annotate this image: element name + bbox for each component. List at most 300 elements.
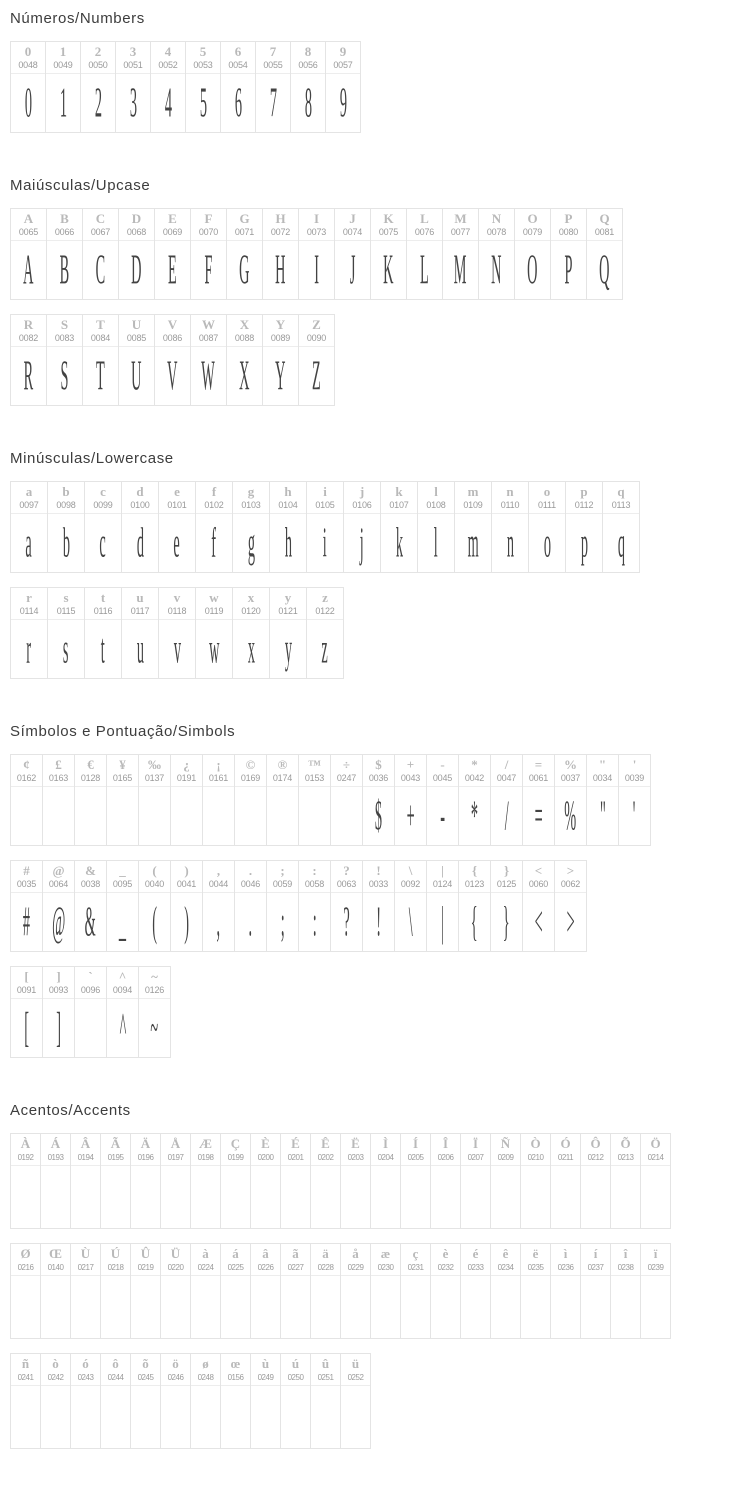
glyph-preview bbox=[641, 1168, 670, 1228]
glyph-char-label: % bbox=[564, 757, 577, 772]
glyph-preview-char: < bbox=[534, 899, 543, 946]
glyph-unicode-label: 0052 bbox=[151, 60, 185, 74]
glyph-cell[interactable] bbox=[427, 861, 459, 952]
glyph-preview-char: h bbox=[284, 520, 292, 567]
glyph-unicode-label: 0219 bbox=[131, 1262, 160, 1276]
glyph-unicode-label: 0238 bbox=[611, 1262, 640, 1276]
glyph-cell[interactable] bbox=[221, 1244, 251, 1339]
glyph-preview-char: F bbox=[204, 247, 213, 294]
glyph-cell[interactable] bbox=[11, 1354, 41, 1449]
glyph-preview-char: ~ bbox=[150, 1005, 159, 1052]
glyph-cell[interactable] bbox=[43, 755, 75, 846]
glyph-char-label: C bbox=[95, 211, 106, 226]
glyph-preview bbox=[107, 895, 138, 951]
glyph-char-label: d bbox=[136, 484, 144, 499]
glyph-cell-header bbox=[281, 1244, 310, 1278]
glyph-cell[interactable] bbox=[331, 755, 363, 846]
glyph-cell[interactable] bbox=[171, 861, 203, 952]
glyph-cell-header bbox=[11, 209, 46, 243]
glyph-cell[interactable] bbox=[227, 315, 263, 406]
glyph-char-label: ` bbox=[88, 969, 93, 984]
glyph-preview bbox=[326, 76, 360, 132]
glyph-char-label: ¥ bbox=[119, 757, 126, 772]
glyph-unicode-label: 0165 bbox=[107, 773, 138, 787]
glyph-cell[interactable] bbox=[344, 482, 381, 573]
glyph-char-label: | bbox=[441, 863, 444, 878]
glyph-cell[interactable] bbox=[299, 209, 335, 300]
glyph-char-label: f bbox=[211, 484, 217, 499]
glyph-char-label: Ú bbox=[110, 1246, 121, 1261]
glyph-cell[interactable] bbox=[515, 209, 551, 300]
glyph-preview bbox=[407, 243, 442, 299]
glyph-cell[interactable] bbox=[139, 967, 171, 1058]
glyph-cell[interactable] bbox=[11, 588, 48, 679]
glyph-cell[interactable] bbox=[395, 755, 427, 846]
glyph-cell[interactable] bbox=[47, 315, 83, 406]
glyph-preview bbox=[299, 895, 330, 951]
glyph-cell[interactable] bbox=[11, 755, 43, 846]
glyph-cell[interactable] bbox=[611, 1134, 641, 1229]
glyph-cell[interactable] bbox=[363, 861, 395, 952]
glyph-char-label: € bbox=[87, 757, 94, 772]
glyph-cell[interactable] bbox=[401, 1134, 431, 1229]
glyph-cell[interactable] bbox=[107, 861, 139, 952]
glyph-cell[interactable] bbox=[267, 755, 299, 846]
glyph-cell[interactable] bbox=[119, 209, 155, 300]
glyph-preview bbox=[227, 349, 262, 405]
glyph-char-label: ã bbox=[292, 1246, 299, 1261]
glyph-cell[interactable] bbox=[71, 1134, 101, 1229]
glyph-cell[interactable] bbox=[491, 861, 523, 952]
glyph-preview-char: 0 bbox=[24, 80, 32, 127]
glyph-cell[interactable] bbox=[581, 1134, 611, 1229]
glyph-cell[interactable] bbox=[191, 209, 227, 300]
glyph-cell[interactable] bbox=[551, 1134, 581, 1229]
glyph-preview bbox=[603, 516, 639, 572]
glyph-unicode-label: 0049 bbox=[46, 60, 80, 74]
glyph-unicode-label: 0156 bbox=[221, 1372, 250, 1386]
glyph-preview bbox=[235, 789, 266, 845]
glyph-cell[interactable] bbox=[107, 755, 139, 846]
glyph-cell[interactable] bbox=[566, 482, 603, 573]
glyph-cell[interactable] bbox=[155, 315, 191, 406]
glyph-cell[interactable] bbox=[431, 1244, 461, 1339]
glyph-cell[interactable] bbox=[529, 482, 566, 573]
glyph-preview-char: j bbox=[360, 520, 364, 567]
glyph-preview bbox=[270, 516, 306, 572]
glyph-char-label: È bbox=[261, 1136, 270, 1151]
glyph-preview bbox=[131, 1168, 160, 1228]
glyph-cell-header bbox=[11, 42, 45, 76]
glyph-preview-char: ] bbox=[56, 1005, 61, 1052]
glyph-preview bbox=[341, 1388, 370, 1448]
glyph-cell[interactable] bbox=[427, 755, 459, 846]
section-title: Minúsculas/Lowercase bbox=[10, 450, 174, 467]
glyph-preview-char: W bbox=[201, 353, 216, 400]
glyph-cell[interactable] bbox=[619, 755, 651, 846]
glyph-cell[interactable] bbox=[587, 755, 619, 846]
glyph-cell[interactable] bbox=[221, 1134, 251, 1229]
glyph-cell[interactable] bbox=[116, 42, 151, 133]
glyph-unicode-label: 0051 bbox=[116, 60, 150, 74]
glyph-preview bbox=[159, 622, 195, 678]
glyph-preview bbox=[363, 789, 394, 845]
glyph-cell[interactable] bbox=[11, 1134, 41, 1229]
glyph-cell[interactable] bbox=[101, 1134, 131, 1229]
glyph-cell[interactable] bbox=[48, 588, 85, 679]
glyph-cell[interactable] bbox=[203, 755, 235, 846]
glyph-unicode-label: 0098 bbox=[48, 500, 84, 514]
glyph-preview bbox=[221, 1388, 250, 1448]
glyph-cell-header bbox=[307, 482, 343, 516]
glyph-cell[interactable] bbox=[43, 967, 75, 1058]
glyph-preview bbox=[11, 1168, 40, 1228]
glyph-preview-char: H bbox=[275, 247, 286, 294]
glyph-cell[interactable] bbox=[551, 1244, 581, 1339]
glyph-cell[interactable] bbox=[159, 482, 196, 573]
glyph-char-label: Î bbox=[442, 1136, 449, 1151]
glyph-preview-char: 5 bbox=[199, 80, 207, 127]
glyph-cell[interactable] bbox=[203, 861, 235, 952]
glyph-preview-char: w bbox=[208, 626, 220, 673]
glyph-cell[interactable] bbox=[291, 42, 326, 133]
glyph-cell[interactable] bbox=[75, 967, 107, 1058]
glyph-cell[interactable] bbox=[311, 1134, 341, 1229]
glyph-cell[interactable] bbox=[459, 861, 491, 952]
glyph-cell[interactable] bbox=[401, 1244, 431, 1339]
glyph-cell[interactable] bbox=[191, 1244, 221, 1339]
glyph-cell[interactable] bbox=[555, 755, 587, 846]
glyph-unicode-label: 0198 bbox=[191, 1152, 220, 1166]
glyph-unicode-label: 0044 bbox=[203, 879, 234, 893]
glyph-cell[interactable] bbox=[131, 1354, 161, 1449]
glyph-preview-char: @ bbox=[51, 899, 66, 946]
glyph-unicode-label: 0067 bbox=[83, 227, 118, 241]
glyph-cell[interactable] bbox=[75, 755, 107, 846]
glyph-cell[interactable] bbox=[431, 1134, 461, 1229]
glyph-cell[interactable] bbox=[235, 755, 267, 846]
glyph-cell-header bbox=[515, 209, 550, 243]
glyph-cell[interactable] bbox=[101, 1354, 131, 1449]
glyph-unicode-label: 0117 bbox=[122, 606, 158, 620]
glyph-cell-header bbox=[431, 1134, 460, 1168]
glyph-cell[interactable] bbox=[299, 861, 331, 952]
glyph-cell-header bbox=[418, 482, 454, 516]
glyph-cell[interactable] bbox=[270, 482, 307, 573]
glyph-unicode-label: 0073 bbox=[299, 227, 334, 241]
glyph-unicode-label: 0112 bbox=[566, 500, 602, 514]
glyph-cell[interactable] bbox=[521, 1244, 551, 1339]
glyph-cell[interactable] bbox=[107, 967, 139, 1058]
glyph-cell[interactable] bbox=[461, 1244, 491, 1339]
glyph-unicode-label: 0236 bbox=[551, 1262, 580, 1276]
glyph-char-label: ‰ bbox=[148, 757, 161, 772]
glyph-cell-header bbox=[551, 1244, 580, 1278]
glyph-cell[interactable] bbox=[75, 861, 107, 952]
glyph-cell[interactable] bbox=[235, 861, 267, 952]
glyph-cell[interactable] bbox=[311, 1354, 341, 1449]
glyph-cell[interactable] bbox=[85, 482, 122, 573]
glyph-cell[interactable] bbox=[281, 1354, 311, 1449]
glyph-cell[interactable] bbox=[191, 315, 227, 406]
glyph-char-label: ! bbox=[376, 863, 381, 878]
glyph-preview bbox=[587, 789, 618, 845]
glyph-cell-header bbox=[221, 1354, 250, 1388]
glyph-preview-char: q bbox=[617, 520, 625, 567]
glyph-cell[interactable] bbox=[611, 1244, 641, 1339]
glyph-cell-header bbox=[11, 1134, 40, 1168]
glyph-cell[interactable] bbox=[555, 861, 587, 952]
glyph-unicode-label: 0126 bbox=[139, 985, 170, 999]
glyph-cell[interactable] bbox=[11, 967, 43, 1058]
glyph-cell[interactable] bbox=[521, 1134, 551, 1229]
glyph-preview bbox=[11, 243, 46, 299]
glyph-cell[interactable] bbox=[71, 1244, 101, 1339]
glyph-char-label: è bbox=[442, 1246, 449, 1261]
glyph-cell[interactable] bbox=[139, 861, 171, 952]
glyph-cell-header bbox=[47, 209, 82, 243]
glyph-cell[interactable] bbox=[270, 588, 307, 679]
glyph-cell[interactable] bbox=[492, 482, 529, 573]
glyph-cell-header bbox=[71, 1354, 100, 1388]
glyph-cell[interactable] bbox=[191, 1134, 221, 1229]
glyph-char-label: i bbox=[323, 484, 327, 499]
glyph-char-label: T bbox=[96, 317, 105, 332]
glyph-preview-char: L bbox=[420, 247, 429, 294]
glyph-cell[interactable] bbox=[256, 42, 291, 133]
glyph-char-label: £ bbox=[55, 757, 62, 772]
glyph-cell[interactable] bbox=[455, 482, 492, 573]
glyph-cell[interactable] bbox=[83, 209, 119, 300]
glyph-cell[interactable] bbox=[186, 42, 221, 133]
glyph-cell[interactable] bbox=[41, 1244, 71, 1339]
glyph-cell[interactable] bbox=[371, 1134, 401, 1229]
glyph-cell[interactable] bbox=[461, 1134, 491, 1229]
glyph-cell[interactable] bbox=[11, 209, 47, 300]
glyph-cell[interactable] bbox=[299, 315, 335, 406]
glyph-cell[interactable] bbox=[311, 1244, 341, 1339]
glyph-char-label: õ bbox=[142, 1356, 149, 1371]
glyph-cell[interactable] bbox=[263, 209, 299, 300]
glyph-cell[interactable] bbox=[491, 1244, 521, 1339]
glyph-row bbox=[10, 1243, 671, 1339]
glyph-cell[interactable] bbox=[251, 1244, 281, 1339]
glyph-unicode-label: 0239 bbox=[641, 1262, 670, 1276]
glyph-cell[interactable] bbox=[161, 1244, 191, 1339]
glyph-cell[interactable] bbox=[11, 315, 47, 406]
glyph-cell[interactable] bbox=[331, 861, 363, 952]
glyph-row bbox=[10, 1133, 671, 1229]
section-title: Números/Numbers bbox=[10, 10, 145, 27]
glyph-char-label: c bbox=[100, 484, 106, 499]
glyph-preview bbox=[139, 789, 170, 845]
glyph-unicode-label: 0140 bbox=[41, 1262, 70, 1276]
glyph-cell[interactable] bbox=[155, 209, 191, 300]
glyph-cell-header bbox=[233, 482, 269, 516]
glyph-cell[interactable] bbox=[395, 861, 427, 952]
glyph-cell[interactable] bbox=[71, 1354, 101, 1449]
glyph-preview bbox=[191, 1388, 220, 1448]
glyph-unicode-label: 0245 bbox=[131, 1372, 160, 1386]
glyph-unicode-label: 0128 bbox=[75, 773, 106, 787]
glyph-cell[interactable] bbox=[101, 1244, 131, 1339]
glyph-cell[interactable] bbox=[221, 42, 256, 133]
glyph-preview bbox=[71, 1388, 100, 1448]
glyph-char-label: 2 bbox=[94, 44, 102, 59]
glyph-cell[interactable] bbox=[161, 1134, 191, 1229]
glyph-preview-char: z bbox=[321, 626, 329, 673]
glyph-cell[interactable] bbox=[122, 588, 159, 679]
glyph-cell[interactable] bbox=[41, 1134, 71, 1229]
glyph-cell-header bbox=[443, 209, 478, 243]
glyph-cell-header bbox=[11, 755, 42, 789]
glyph-cell[interactable] bbox=[191, 1354, 221, 1449]
glyph-cell-header bbox=[171, 755, 202, 789]
glyph-unicode-label: 0226 bbox=[251, 1262, 280, 1276]
glyph-cell[interactable] bbox=[371, 1244, 401, 1339]
glyph-cell[interactable] bbox=[41, 1354, 71, 1449]
glyph-cell[interactable] bbox=[85, 588, 122, 679]
glyph-cell-header bbox=[11, 967, 42, 1001]
glyph-cell[interactable] bbox=[221, 1354, 251, 1449]
glyph-cell[interactable] bbox=[307, 482, 344, 573]
glyph-cell[interactable] bbox=[139, 755, 171, 846]
glyph-cell[interactable] bbox=[196, 482, 233, 573]
glyph-cell[interactable] bbox=[418, 482, 455, 573]
glyph-unicode-label: 0194 bbox=[71, 1152, 100, 1166]
glyph-preview bbox=[281, 1168, 310, 1228]
glyph-cell[interactable] bbox=[233, 588, 270, 679]
glyph-cell[interactable] bbox=[267, 861, 299, 952]
glyph-unicode-label: 0106 bbox=[344, 500, 380, 514]
glyph-cell[interactable] bbox=[161, 1354, 191, 1449]
glyph-cell[interactable] bbox=[281, 1244, 311, 1339]
glyph-preview bbox=[491, 1168, 520, 1228]
glyph-cell[interactable] bbox=[407, 209, 443, 300]
glyph-cell[interactable] bbox=[43, 861, 75, 952]
glyph-cell[interactable] bbox=[603, 482, 640, 573]
glyph-cell[interactable] bbox=[171, 755, 203, 846]
glyph-cell[interactable] bbox=[251, 1354, 281, 1449]
glyph-cell[interactable] bbox=[48, 482, 85, 573]
glyph-preview bbox=[81, 76, 115, 132]
glyph-cell[interactable] bbox=[159, 588, 196, 679]
glyph-unicode-label: 0121 bbox=[270, 606, 306, 620]
glyph-char-label: V bbox=[167, 317, 178, 332]
glyph-cell[interactable] bbox=[131, 1244, 161, 1339]
glyph-char-label: Ä bbox=[140, 1136, 151, 1151]
glyph-cell[interactable] bbox=[119, 315, 155, 406]
glyph-preview bbox=[281, 1388, 310, 1448]
glyph-char-label: * bbox=[471, 757, 478, 772]
glyph-char-label: & bbox=[85, 863, 96, 878]
glyph-cell[interactable] bbox=[46, 42, 81, 133]
glyph-preview-char: 7 bbox=[269, 80, 277, 127]
glyph-cell-header bbox=[341, 1354, 370, 1388]
glyph-preview-char: n bbox=[506, 520, 514, 567]
glyph-preview-char: 3 bbox=[129, 80, 137, 127]
glyph-char-label: / bbox=[504, 757, 509, 772]
glyph-cell[interactable] bbox=[326, 42, 361, 133]
glyph-cell[interactable] bbox=[122, 482, 159, 573]
glyph-cell[interactable] bbox=[227, 209, 263, 300]
glyph-unicode-label: 0205 bbox=[401, 1152, 430, 1166]
glyph-unicode-label: 0068 bbox=[119, 227, 154, 241]
glyph-char-label: Ü bbox=[170, 1246, 181, 1261]
glyph-cell[interactable] bbox=[11, 482, 48, 573]
glyph-cell[interactable] bbox=[363, 755, 395, 846]
glyph-preview bbox=[41, 1168, 70, 1228]
glyph-cell[interactable] bbox=[11, 1244, 41, 1339]
glyph-cell[interactable] bbox=[131, 1134, 161, 1229]
glyph-cell[interactable] bbox=[335, 209, 371, 300]
glyph-unicode-label: 0228 bbox=[311, 1262, 340, 1276]
row-spacer bbox=[0, 952, 730, 966]
glyph-cell-header bbox=[581, 1134, 610, 1168]
glyph-unicode-label: 0231 bbox=[401, 1262, 430, 1276]
glyph-cell[interactable] bbox=[83, 315, 119, 406]
glyph-char-label: , bbox=[216, 863, 221, 878]
glyph-unicode-label: 0241 bbox=[11, 1372, 40, 1386]
glyph-preview bbox=[83, 243, 118, 299]
glyph-cell[interactable] bbox=[491, 1134, 521, 1229]
glyph-cell-header bbox=[235, 755, 266, 789]
glyph-cell[interactable] bbox=[196, 588, 233, 679]
glyph-cell-header bbox=[331, 861, 362, 895]
glyph-cell[interactable] bbox=[307, 588, 344, 679]
glyph-cell-header bbox=[235, 861, 266, 895]
glyph-cell[interactable] bbox=[587, 209, 623, 300]
glyph-cell-header bbox=[159, 588, 195, 622]
glyph-cell[interactable] bbox=[641, 1134, 671, 1229]
glyph-cell[interactable] bbox=[47, 209, 83, 300]
glyph-cell[interactable] bbox=[459, 755, 491, 846]
glyph-unicode-label: 0203 bbox=[341, 1152, 370, 1166]
glyph-cell[interactable] bbox=[341, 1244, 371, 1339]
glyph-cell[interactable] bbox=[281, 1134, 311, 1229]
glyph-cell[interactable] bbox=[151, 42, 186, 133]
glyph-char-label: ® bbox=[277, 757, 288, 772]
glyph-cell[interactable] bbox=[371, 209, 407, 300]
glyph-preview-char: ! bbox=[376, 899, 381, 946]
glyph-cell[interactable] bbox=[443, 209, 479, 300]
glyph-cell[interactable] bbox=[341, 1134, 371, 1229]
glyph-char-label: # bbox=[23, 863, 30, 878]
glyph-cell[interactable] bbox=[523, 861, 555, 952]
glyph-cell[interactable] bbox=[251, 1134, 281, 1229]
glyph-cell[interactable] bbox=[233, 482, 270, 573]
glyph-cell-header bbox=[270, 588, 306, 622]
glyph-cell[interactable] bbox=[263, 315, 299, 406]
glyph-cell[interactable] bbox=[341, 1354, 371, 1449]
glyph-cell[interactable] bbox=[81, 42, 116, 133]
glyph-cell[interactable] bbox=[479, 209, 515, 300]
glyph-cell[interactable] bbox=[581, 1244, 611, 1339]
glyph-cell[interactable] bbox=[299, 755, 331, 846]
glyph-preview-char: s bbox=[63, 626, 69, 673]
glyph-cell[interactable] bbox=[11, 42, 46, 133]
glyph-cell[interactable] bbox=[11, 861, 43, 952]
glyph-char-label: â bbox=[262, 1246, 269, 1261]
glyph-cell[interactable] bbox=[641, 1244, 671, 1339]
glyph-unicode-label: 0045 bbox=[427, 773, 458, 787]
glyph-cell[interactable] bbox=[381, 482, 418, 573]
glyph-cell[interactable] bbox=[551, 209, 587, 300]
glyph-cell[interactable] bbox=[491, 755, 523, 846]
glyph-preview-char: ) bbox=[184, 899, 189, 946]
glyph-preview bbox=[233, 622, 269, 678]
glyph-cell[interactable] bbox=[523, 755, 555, 846]
